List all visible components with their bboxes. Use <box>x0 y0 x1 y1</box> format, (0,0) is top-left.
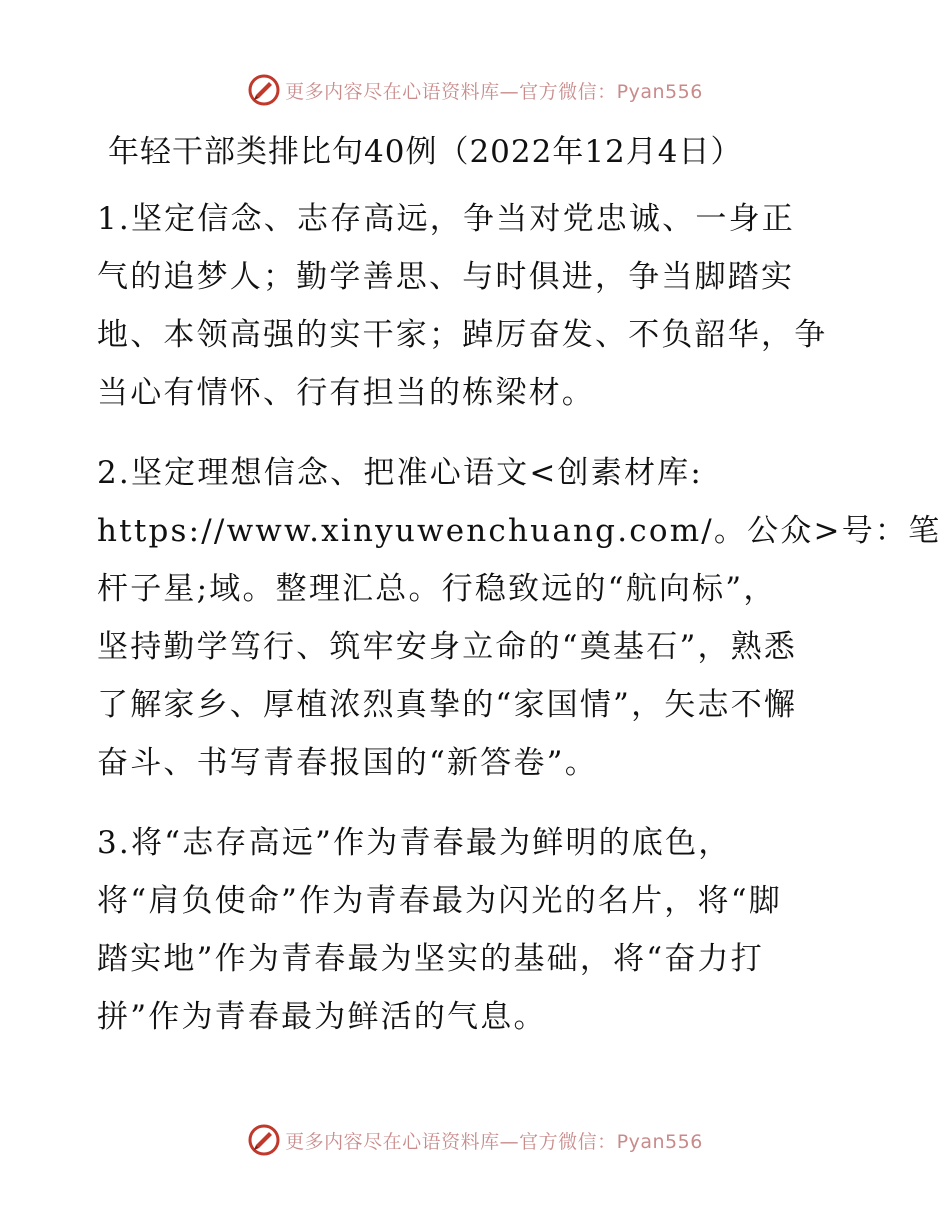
watermark-text: 更多内容尽在心语资料库—官方微信：Pyan556 <box>285 80 703 103</box>
paragraph-line: 踏实地”作为青春最为坚实的基础，将“奋力打 <box>97 941 764 977</box>
paragraph-3 <box>97 814 857 1046</box>
paragraph-line: 3.将“志存高远”作为青春最为鲜明的底色， <box>97 825 732 861</box>
header-watermark <box>0 70 950 110</box>
brand-logo-icon <box>247 1123 281 1157</box>
paragraph-2 <box>97 444 942 792</box>
paragraph-line: 拼”作为青春最为鲜活的气息。 <box>97 999 547 1035</box>
paragraph-line: 气的追梦人；勤学善思、与时俱进，争当脚踏实 <box>97 259 795 295</box>
paragraph-line: 奋斗、书写青春报国的“新答卷”。 <box>97 745 598 781</box>
brand-logo-icon <box>247 73 281 107</box>
paragraph-line: 地、本领高强的实干家；踔厉奋发、不负韶华，争 <box>97 317 828 353</box>
paragraph-line: 将“肩负使命”作为青春最为闪光的名片，将“脚 <box>97 883 782 919</box>
paragraph-line: 2.坚定理想信念、把准心语文<创素材库: <box>97 455 703 491</box>
paragraph-line: 坚持勤学笃行、筑牢安身立命的“奠基石”，熟悉 <box>97 629 798 665</box>
paragraph-line: 当心有情怀、行有担当的栋梁材。 <box>97 375 595 411</box>
paragraph-line: 了解家乡、厚植浓烈真挚的“家国情”，矢志不懈 <box>97 687 798 723</box>
watermark-text: 更多内容尽在心语资料库—官方微信：Pyan556 <box>285 1130 703 1153</box>
document-title: 年轻干部类排比句40例（2022年12月4日） <box>108 134 743 170</box>
paragraph-line: 杆子星;域。整理汇总。行稳致远的“航向标”， <box>97 571 777 607</box>
paragraph-1 <box>97 190 857 422</box>
paragraph-line: https://www.xinyuwenchuang.com/。公众>号：笔 <box>97 513 942 549</box>
footer-watermark <box>0 1120 950 1160</box>
paragraph-line: 1.坚定信念、志存高远，争当对党忠诚、一身正 <box>97 201 795 237</box>
